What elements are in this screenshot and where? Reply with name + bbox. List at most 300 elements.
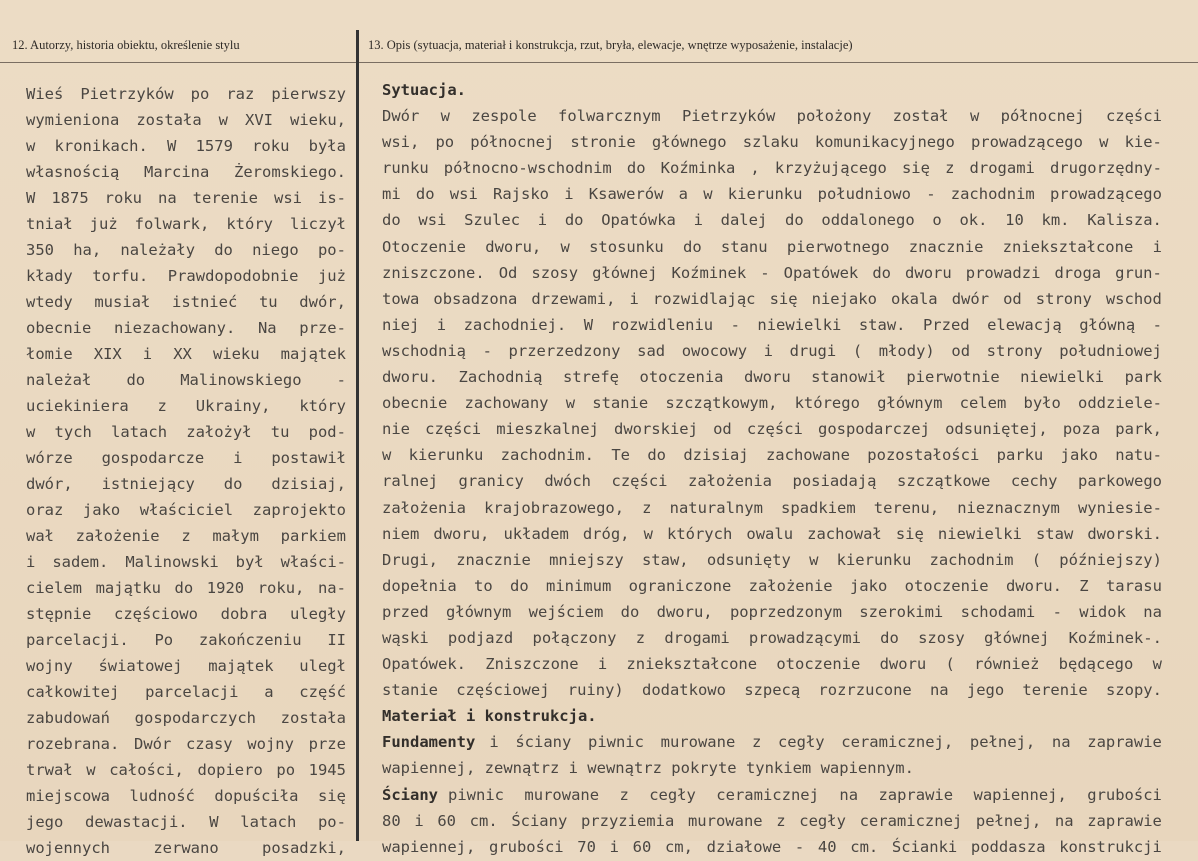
word: elewacją bbox=[987, 315, 1062, 334]
word: gospodarczych bbox=[134, 709, 256, 727]
word: w bbox=[565, 394, 576, 413]
word: granicy bbox=[458, 472, 524, 491]
word: Ściany bbox=[511, 811, 568, 830]
word: prowadzącymi bbox=[748, 628, 861, 647]
word: owocowy bbox=[681, 341, 748, 360]
word: wejściem bbox=[528, 602, 604, 621]
word: 60 bbox=[437, 811, 456, 830]
history-line bbox=[26, 705, 346, 731]
word: dobra bbox=[220, 605, 268, 623]
word: W bbox=[583, 315, 594, 334]
word: XVI bbox=[245, 111, 273, 129]
word: łomie bbox=[26, 345, 73, 363]
word: szosy bbox=[531, 263, 579, 282]
word: dworu bbox=[905, 263, 952, 282]
word: szerokimi bbox=[859, 602, 944, 621]
word: należał bbox=[26, 371, 92, 389]
fundamenty-term: Fundamenty bbox=[382, 733, 476, 752]
word: do bbox=[626, 159, 646, 178]
word: - bbox=[794, 837, 805, 856]
history-column bbox=[26, 81, 346, 861]
word: dworu. bbox=[1005, 576, 1062, 595]
word: murowane bbox=[687, 811, 763, 830]
word: Opatówek bbox=[783, 263, 859, 282]
word: w bbox=[26, 137, 36, 155]
word: północnej bbox=[470, 133, 555, 152]
word: na bbox=[929, 681, 949, 700]
word: staw bbox=[1035, 524, 1074, 543]
word: w bbox=[1152, 655, 1162, 674]
word: właściciel bbox=[139, 501, 234, 519]
word: cm. bbox=[469, 811, 498, 830]
word: 60 bbox=[632, 837, 652, 856]
word: murowane bbox=[524, 785, 600, 804]
word: o bbox=[932, 211, 942, 230]
word: stanie bbox=[592, 394, 649, 413]
word: całości, bbox=[109, 761, 184, 779]
word: nieznacznym bbox=[957, 498, 1060, 517]
sytuacja-line bbox=[382, 286, 1162, 312]
word: znacznie bbox=[908, 237, 984, 256]
word: niewielki bbox=[1020, 368, 1105, 387]
word: ceramicznej, bbox=[841, 733, 954, 752]
word: właści- bbox=[280, 553, 346, 571]
word: drugorzędny- bbox=[1049, 159, 1162, 178]
word: okala bbox=[890, 289, 938, 308]
word: małym bbox=[212, 527, 259, 545]
word: wórze bbox=[26, 449, 73, 467]
history-line bbox=[26, 601, 346, 627]
history-line bbox=[26, 835, 346, 861]
word: założenia bbox=[688, 472, 772, 491]
word: otoczenia bbox=[639, 368, 724, 387]
word: odsunięty bbox=[706, 550, 791, 569]
word: tych bbox=[54, 423, 92, 441]
word: otoczenie bbox=[904, 576, 989, 595]
word: zaprawie bbox=[1087, 811, 1162, 830]
sciany-text bbox=[448, 782, 1162, 808]
word: sadem. bbox=[52, 553, 109, 571]
word: parku bbox=[996, 446, 1044, 465]
word: do bbox=[784, 211, 804, 230]
word: kronikach. bbox=[54, 137, 148, 155]
word: części bbox=[611, 472, 668, 491]
word: jego bbox=[966, 681, 1005, 700]
word: cielem bbox=[26, 579, 82, 597]
word: już bbox=[89, 215, 118, 233]
history-line bbox=[26, 341, 346, 367]
word: zaprawie bbox=[1087, 733, 1162, 752]
word: Zachodnią bbox=[458, 368, 543, 387]
word: wsi bbox=[449, 185, 478, 204]
word: ok. bbox=[959, 211, 988, 230]
word: dopiero bbox=[197, 761, 263, 779]
word: mi bbox=[382, 185, 401, 204]
word: ralnej bbox=[382, 472, 438, 491]
word: park, bbox=[1115, 420, 1162, 439]
word: młody) bbox=[878, 341, 935, 360]
sciany-line-2 bbox=[382, 808, 1162, 834]
word: uległ bbox=[299, 657, 346, 675]
word: zerwano bbox=[153, 839, 219, 857]
word: - bbox=[1052, 602, 1062, 621]
word: stanowił bbox=[811, 368, 886, 387]
word: Kalisza. bbox=[1087, 211, 1162, 230]
word: Dwór bbox=[133, 735, 172, 753]
word: do bbox=[214, 241, 233, 259]
word: było bbox=[1023, 394, 1061, 413]
word: została bbox=[280, 709, 346, 727]
heading-sytuacja: Sytuacja. bbox=[382, 81, 466, 99]
word: i bbox=[629, 289, 639, 308]
word: północno-wschodnim bbox=[443, 159, 612, 178]
word: szosy bbox=[918, 628, 965, 647]
word: istniejący bbox=[101, 475, 195, 493]
word: dwór, bbox=[26, 475, 73, 493]
history-line bbox=[26, 731, 346, 757]
word: niem bbox=[382, 524, 420, 543]
word: zniszczone. bbox=[382, 263, 485, 282]
word: prowadzącego bbox=[1049, 185, 1162, 204]
word: 1579 bbox=[195, 137, 233, 155]
section-13-header: 13. Opis (sytuacja, materiał i konstrukcja, rzut, bryła, elewacje, wnętrze wyposażenie, instalacje) bbox=[368, 38, 853, 52]
word: ( bbox=[945, 655, 955, 674]
word: pierwszy bbox=[271, 85, 346, 103]
word: liczył bbox=[290, 215, 346, 233]
word: poddasza bbox=[970, 837, 1046, 856]
word: dworu, bbox=[433, 524, 490, 543]
word: Opatówek. bbox=[382, 655, 466, 674]
word: Prawdopodobnie bbox=[167, 267, 299, 285]
word: 1875 bbox=[51, 189, 89, 207]
history-line bbox=[26, 393, 346, 419]
word: obecnie bbox=[26, 319, 92, 337]
word: zachowany bbox=[464, 394, 549, 413]
word: południowo bbox=[817, 185, 911, 204]
word: ceramicznej bbox=[716, 785, 819, 804]
word: kłady bbox=[26, 267, 73, 285]
word: wyniesie- bbox=[1077, 498, 1162, 517]
word: komunikacyjnego bbox=[814, 133, 955, 152]
word: dzisiaj, bbox=[271, 475, 346, 493]
history-line bbox=[26, 497, 346, 523]
word: 80 bbox=[382, 811, 401, 830]
word: obsadzona bbox=[433, 289, 518, 308]
word: rozwidleniu bbox=[610, 315, 714, 334]
word: głównej bbox=[592, 263, 658, 282]
word: który bbox=[226, 215, 273, 233]
word: po bbox=[435, 133, 455, 152]
word: dwór, bbox=[299, 293, 346, 311]
word: zachodnim. bbox=[500, 446, 594, 465]
sytuacja-line bbox=[382, 468, 1162, 494]
word: Otoczenie bbox=[382, 237, 466, 256]
word: szlaku bbox=[742, 133, 799, 152]
word: częściowo bbox=[113, 605, 198, 623]
word: część bbox=[299, 683, 346, 701]
word: niewielki bbox=[937, 524, 1022, 543]
word: ( bbox=[852, 341, 863, 360]
word: w bbox=[86, 761, 96, 779]
word: - bbox=[760, 263, 770, 282]
word: majątek bbox=[208, 657, 274, 675]
word: dróg, bbox=[582, 524, 630, 543]
word: z bbox=[619, 785, 629, 804]
word: dworu bbox=[744, 368, 791, 387]
word: zabudowań bbox=[26, 709, 110, 727]
word: części bbox=[746, 420, 803, 439]
sytuacja-line bbox=[382, 312, 1162, 338]
word: zaprawie bbox=[878, 785, 954, 804]
word: ( bbox=[1031, 550, 1042, 569]
word: wsi bbox=[418, 211, 447, 230]
word: podjazd bbox=[447, 628, 514, 647]
word: wapiennej, bbox=[382, 837, 476, 856]
word: - bbox=[336, 371, 346, 389]
word: gospodarczej bbox=[817, 420, 930, 439]
word: znacznie bbox=[456, 550, 531, 569]
description-column bbox=[382, 77, 1162, 860]
word: Zniszczone bbox=[485, 655, 579, 674]
word: drzewami, bbox=[531, 289, 616, 308]
word: dworu, bbox=[485, 237, 542, 256]
word: Pietrzyków bbox=[681, 107, 776, 126]
word: to bbox=[473, 576, 493, 595]
word: ha, bbox=[73, 241, 102, 259]
history-line bbox=[26, 809, 346, 835]
word: piwnic bbox=[448, 785, 504, 804]
sytuacja-paragraph bbox=[382, 103, 1162, 703]
word: była bbox=[308, 137, 346, 155]
word: drogami bbox=[664, 628, 730, 647]
word: niezachowany. bbox=[113, 319, 236, 337]
word: tu bbox=[258, 293, 278, 311]
word: został bbox=[892, 107, 949, 126]
history-line bbox=[26, 471, 346, 497]
word: uległy bbox=[289, 605, 346, 623]
sytuacja-line bbox=[382, 207, 1162, 233]
word: prowadzącego bbox=[970, 133, 1083, 152]
word: dworskiej bbox=[613, 420, 698, 439]
word: północnej bbox=[1000, 107, 1085, 126]
word: wał bbox=[26, 527, 54, 545]
word: założenie bbox=[75, 527, 160, 545]
word: cegły bbox=[649, 785, 696, 804]
word: parkiem bbox=[280, 527, 346, 545]
word: dworu, bbox=[656, 602, 713, 621]
word: Po bbox=[154, 631, 174, 649]
word: głównym bbox=[877, 394, 943, 413]
sytuacja-line bbox=[382, 521, 1162, 547]
word: Marcina bbox=[144, 163, 210, 181]
word: od bbox=[1003, 289, 1022, 308]
word: roku bbox=[252, 137, 290, 155]
word: na bbox=[158, 189, 177, 207]
word: tu bbox=[270, 423, 290, 441]
word: kie- bbox=[1124, 133, 1162, 152]
word: a bbox=[678, 185, 688, 204]
sytuacja-line bbox=[382, 416, 1162, 442]
word: z bbox=[157, 397, 167, 415]
word: rozrzucone bbox=[818, 681, 912, 700]
sciany-term: Ściany bbox=[382, 785, 438, 804]
word: W bbox=[209, 813, 219, 831]
word: w bbox=[703, 185, 713, 204]
word: Drugi, bbox=[382, 550, 438, 569]
history-line bbox=[26, 419, 346, 445]
word: zachodniej. bbox=[463, 315, 567, 334]
word: do bbox=[126, 371, 146, 389]
word: cegły bbox=[777, 733, 825, 752]
word: na bbox=[839, 785, 859, 804]
word: do bbox=[415, 185, 435, 204]
word: niewielki bbox=[757, 315, 842, 334]
word: pełnej, bbox=[969, 733, 1036, 752]
word: światowej bbox=[98, 657, 183, 675]
word: mniejszy bbox=[549, 550, 624, 569]
word: zachodnim bbox=[929, 550, 1014, 569]
word: konstrukcji bbox=[1059, 837, 1162, 856]
word: cm. bbox=[850, 837, 879, 856]
word: z bbox=[776, 811, 786, 830]
word: istnieć bbox=[171, 293, 238, 311]
history-line bbox=[26, 627, 346, 653]
word: założył bbox=[186, 423, 252, 441]
word: i bbox=[763, 341, 773, 360]
sytuacja-line bbox=[382, 547, 1162, 573]
word: się bbox=[901, 159, 930, 178]
word: również bbox=[974, 655, 1040, 674]
word: roku, bbox=[257, 579, 305, 597]
word: ceramicznej bbox=[859, 811, 963, 830]
word: km. bbox=[1041, 211, 1070, 230]
word: staw. bbox=[858, 315, 906, 334]
word: Koźminek-. bbox=[1068, 628, 1162, 647]
word: którego bbox=[794, 394, 860, 413]
word: czasy bbox=[185, 735, 233, 753]
word: Dwór bbox=[382, 107, 420, 126]
word: z bbox=[751, 733, 762, 752]
word: założenia bbox=[382, 498, 466, 517]
word: niej bbox=[382, 315, 420, 334]
history-line bbox=[26, 159, 346, 185]
word: folwarcznym bbox=[557, 107, 661, 126]
word: z bbox=[635, 628, 646, 647]
word: towa bbox=[382, 289, 420, 308]
word: obecnie bbox=[382, 394, 448, 413]
word: zniekształcone bbox=[1002, 237, 1134, 256]
section-12-header: 12. Autorzy, historia obiektu, określenie stylu bbox=[12, 38, 240, 52]
word: do bbox=[509, 576, 529, 595]
sytuacja-line bbox=[382, 390, 1162, 416]
word: zespole bbox=[471, 107, 537, 126]
word: Wieś bbox=[26, 85, 64, 103]
word: południowej bbox=[1059, 341, 1162, 360]
word: tniał bbox=[26, 215, 73, 233]
word: zachowane bbox=[765, 446, 850, 465]
word: do bbox=[174, 579, 194, 597]
word: w bbox=[382, 446, 392, 465]
word: krajobrazowego, bbox=[484, 498, 625, 517]
word: na bbox=[1143, 602, 1162, 621]
word: dewastacji. bbox=[84, 813, 188, 831]
sytuacja-line bbox=[382, 442, 1162, 468]
word: wojny bbox=[26, 657, 73, 675]
word: pozostałości bbox=[867, 446, 980, 465]
word: do bbox=[564, 211, 584, 230]
word: oraz bbox=[26, 501, 64, 519]
word: działowe bbox=[706, 837, 782, 856]
word: otoczenie bbox=[776, 655, 861, 674]
word: trwał bbox=[26, 761, 73, 779]
word: w bbox=[440, 107, 450, 126]
word: w bbox=[969, 107, 980, 126]
word: poprzedzonym bbox=[729, 602, 842, 621]
word: się bbox=[769, 289, 798, 308]
word: widok bbox=[1079, 602, 1126, 621]
word: parcelacji bbox=[145, 683, 239, 701]
word: grubości bbox=[488, 837, 564, 856]
word: i bbox=[1152, 237, 1162, 256]
word: II bbox=[327, 631, 346, 649]
word: droga bbox=[1054, 263, 1102, 282]
word: tarasu bbox=[1105, 576, 1162, 595]
word: stanie bbox=[382, 681, 438, 700]
history-line bbox=[26, 133, 346, 159]
word: należały bbox=[120, 241, 196, 259]
sytuacja-line bbox=[382, 573, 1162, 599]
word: zachował bbox=[807, 524, 882, 543]
word: szpecą bbox=[744, 681, 801, 700]
word: wschodnią bbox=[382, 341, 466, 360]
word: dopuściła bbox=[214, 787, 299, 805]
word: stronie bbox=[570, 133, 636, 152]
word: 40 bbox=[817, 837, 837, 856]
word: gospodarcze bbox=[101, 449, 205, 467]
sytuacja-line bbox=[382, 338, 1162, 364]
word: Ksawerów bbox=[588, 185, 664, 204]
word: naturalnym bbox=[669, 498, 763, 517]
word: Malinowski bbox=[125, 553, 219, 571]
word: wschod bbox=[1105, 289, 1162, 308]
word: Z bbox=[1079, 576, 1089, 595]
word: całkowitej bbox=[26, 683, 120, 701]
word: torfu. bbox=[92, 267, 149, 285]
fundamenty-line-1 bbox=[382, 729, 1162, 755]
word: wapiennej, bbox=[973, 785, 1067, 804]
word: 1945 bbox=[308, 761, 346, 779]
word: i bbox=[26, 553, 36, 571]
word: późniejszy) bbox=[1059, 550, 1162, 569]
word: i bbox=[537, 211, 548, 230]
word: jego bbox=[26, 813, 64, 831]
word: latach bbox=[240, 813, 297, 831]
word: i bbox=[233, 449, 243, 467]
word: roku bbox=[104, 189, 142, 207]
word: się bbox=[317, 787, 346, 805]
word: po bbox=[190, 85, 210, 103]
word: dzisiaj bbox=[683, 446, 749, 465]
word: i bbox=[489, 733, 499, 752]
word: cechy bbox=[1010, 472, 1058, 491]
word: stosunku bbox=[589, 237, 664, 256]
word: prowadzi bbox=[965, 263, 1041, 282]
word: - bbox=[926, 185, 936, 204]
history-line bbox=[26, 289, 346, 315]
history-line bbox=[26, 679, 346, 705]
word: był bbox=[235, 553, 264, 571]
word: Koźminek bbox=[671, 263, 747, 282]
